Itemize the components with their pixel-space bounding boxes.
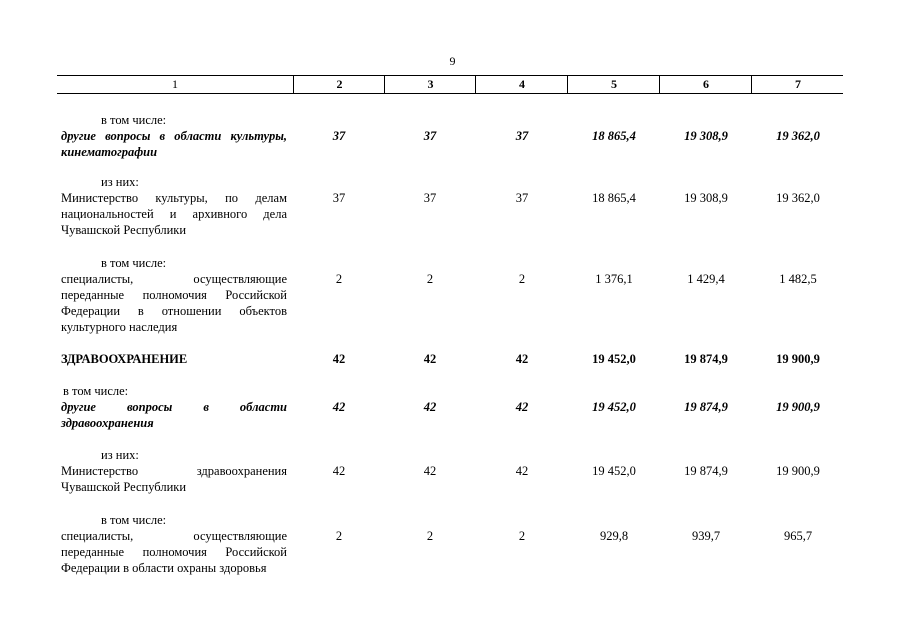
row-description: специалисты, осуществляющие переданные полномочия Российской Федерации в отношении объектов культурного наследия bbox=[61, 272, 287, 334]
header-col-2: 2 bbox=[293, 76, 385, 93]
row-lead: из них: bbox=[101, 448, 139, 462]
value-col-3: 37 bbox=[423, 129, 437, 143]
row-description: Министерство здравоохранения Чувашской Республики bbox=[61, 464, 287, 494]
value-col-5: 18 865,4 bbox=[592, 129, 636, 143]
value-col-7: 19 362,0 bbox=[776, 129, 820, 143]
table-row bbox=[61, 113, 843, 160]
page-number: 9 bbox=[449, 54, 456, 68]
value-col-3: 2 bbox=[426, 529, 434, 543]
value-col-5: 19 452,0 bbox=[592, 464, 636, 478]
value-col-3: 37 bbox=[423, 191, 437, 205]
value-col-6: 19 308,9 bbox=[684, 129, 728, 143]
value-col-6: 939,7 bbox=[691, 529, 721, 543]
header-col-3: 3 bbox=[384, 76, 476, 93]
header-col-1: 1 bbox=[172, 77, 178, 91]
value-col-2: 42 bbox=[332, 400, 346, 414]
value-col-7: 19 900,9 bbox=[776, 464, 820, 478]
value-col-6: 19 308,9 bbox=[684, 191, 728, 205]
table-row bbox=[61, 384, 843, 431]
value-col-2: 2 bbox=[335, 529, 343, 543]
value-col-2: 37 bbox=[332, 191, 346, 205]
value-col-7: 19 900,9 bbox=[776, 352, 820, 366]
section-title: ЗДРАВООХРАНЕНИЕ bbox=[61, 352, 188, 366]
value-col-7: 965,7 bbox=[783, 529, 813, 543]
row-description: специалисты, осуществляющие переданные полномочия Российской Федерации в области охраны здоровья bbox=[61, 529, 287, 575]
header-col-5: 5 bbox=[567, 76, 660, 93]
table-row bbox=[61, 256, 843, 335]
value-col-3: 2 bbox=[426, 272, 434, 286]
value-col-4: 37 bbox=[515, 129, 529, 143]
value-col-2: 42 bbox=[332, 464, 346, 478]
value-col-5: 19 452,0 bbox=[592, 400, 636, 414]
value-col-3: 42 bbox=[423, 352, 437, 366]
row-lead: в том числе: bbox=[101, 513, 167, 527]
value-col-2: 42 bbox=[332, 352, 346, 366]
row-lead: в том числе: bbox=[101, 113, 167, 127]
value-col-5: 19 452,0 bbox=[592, 352, 636, 366]
value-col-6: 19 874,9 bbox=[684, 352, 728, 366]
table-row bbox=[61, 175, 843, 238]
value-col-7: 19 362,0 bbox=[776, 191, 820, 205]
value-col-4: 2 bbox=[518, 529, 526, 543]
value-col-5: 18 865,4 bbox=[592, 191, 636, 205]
value-col-4: 42 bbox=[515, 352, 529, 366]
table-row bbox=[61, 351, 843, 367]
value-col-4: 42 bbox=[515, 464, 529, 478]
value-col-2: 2 bbox=[335, 272, 343, 286]
value-col-5: 929,8 bbox=[599, 529, 629, 543]
table-row bbox=[61, 513, 843, 576]
value-col-2: 37 bbox=[332, 129, 346, 143]
table-row bbox=[61, 448, 843, 495]
row-description: Министерство культуры, по делам национальностей и архивного дела Чувашской Республики bbox=[61, 191, 287, 237]
value-col-3: 42 bbox=[423, 400, 437, 414]
row-lead: в том числе: bbox=[101, 256, 167, 270]
value-col-5: 1 376,1 bbox=[595, 272, 633, 286]
table-header-row bbox=[57, 75, 843, 94]
row-lead: в том числе: bbox=[63, 384, 129, 398]
value-col-4: 2 bbox=[518, 272, 526, 286]
value-col-6: 19 874,9 bbox=[684, 400, 728, 414]
row-lead: из них: bbox=[101, 175, 139, 189]
value-col-4: 42 bbox=[515, 400, 529, 414]
header-col-7: 7 bbox=[751, 76, 844, 93]
row-description: другие вопросы в области культуры, кинематографии bbox=[61, 129, 287, 159]
header-col-6: 6 bbox=[659, 76, 752, 93]
header-col-4: 4 bbox=[475, 76, 568, 93]
row-description: другие вопросы в области здравоохранения bbox=[61, 400, 287, 430]
value-col-4: 37 bbox=[515, 191, 529, 205]
value-col-7: 1 482,5 bbox=[779, 272, 817, 286]
value-col-6: 1 429,4 bbox=[687, 272, 725, 286]
value-col-3: 42 bbox=[423, 464, 437, 478]
value-col-6: 19 874,9 bbox=[684, 464, 728, 478]
value-col-7: 19 900,9 bbox=[776, 400, 820, 414]
